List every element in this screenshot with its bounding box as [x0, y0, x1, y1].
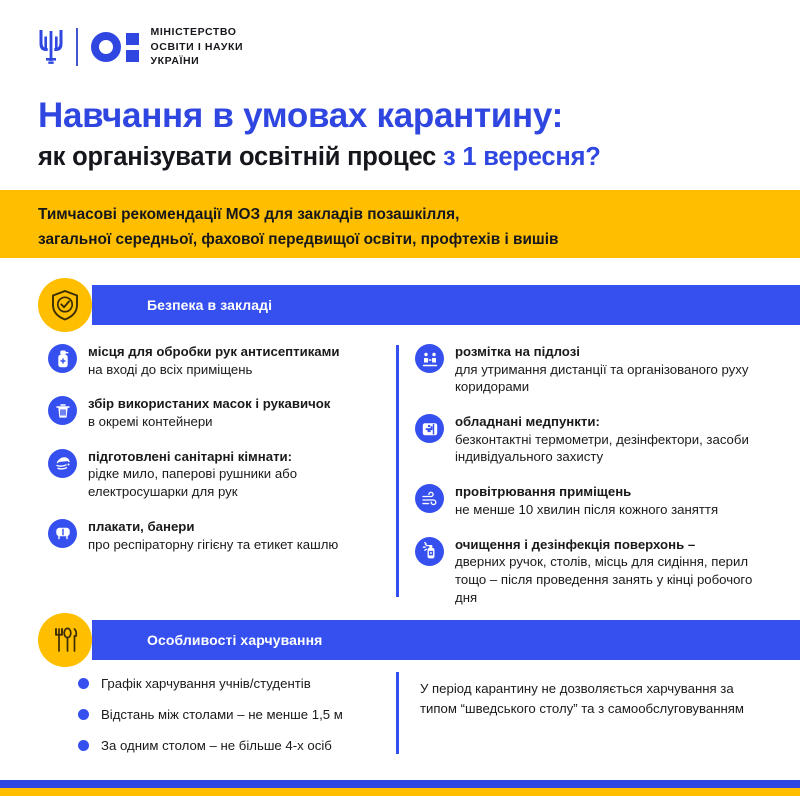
subtitle-black-part: як організувати освітній процес [38, 143, 444, 171]
ministry-line-1: МІНІСТЕРСТВО [150, 25, 237, 38]
section-icon-circle-meals [38, 613, 92, 667]
trash-bin-icon [48, 396, 77, 425]
list-item-detail: для утримання дистанції та організованого руху коридорами [455, 361, 749, 395]
list-item-text [88, 395, 330, 430]
meals-note [420, 679, 760, 719]
list-item-title: місця для обробки рук антисептиками [88, 344, 340, 359]
list-item-text [455, 483, 718, 518]
safety-left-column [48, 343, 388, 570]
list-item-title: збір використаних масок і рукавичок [88, 396, 331, 412]
sanitizer-dispenser-icon [48, 344, 77, 373]
mon-emblem [91, 32, 139, 62]
list-item-title: плакати, банери [88, 518, 195, 534]
list-item-text [455, 413, 760, 466]
list-item-detail: безконтактні термометри, дезінфектори, засоби індивідуального захисту [455, 431, 749, 465]
ministry-logo [38, 24, 243, 70]
medical-kit-icon [415, 414, 444, 443]
column-divider-meals [396, 672, 399, 754]
list-item-text [88, 343, 340, 378]
list-item [415, 413, 760, 466]
list-item-detail: рідке мило, паперові рушники або електросушарки для рук [88, 466, 298, 500]
bullet-list-item [78, 738, 388, 753]
ventilation-airflow-icon [415, 484, 444, 513]
footer-stripe-blue [0, 780, 800, 788]
list-item-detail: в окремі контейнери [88, 414, 213, 430]
poster-banner-icon [48, 519, 77, 548]
list-item-title: розмітка на підлозі [455, 344, 580, 359]
ukrainian-trident-icon [38, 27, 64, 67]
list-item-title: обладнані медпункти: [455, 414, 600, 430]
bullet-dot-icon [78, 740, 89, 751]
cutlery-icon [50, 625, 80, 655]
logo-divider [76, 28, 78, 66]
list-item-detail: на вході до всіх приміщень [88, 361, 253, 377]
bullet-list-item-text: Відстань між столами – не менше 1,5 м [101, 707, 343, 722]
list-item [48, 343, 388, 378]
list-item-title: очищення і дезінфекція поверхонь – [455, 536, 696, 552]
list-item-text [455, 536, 760, 607]
section-title-meals: Особливості харчування [147, 632, 323, 648]
logo-square-bottom-icon [126, 50, 139, 62]
list-item [48, 518, 388, 553]
shield-check-icon [50, 289, 80, 321]
bullet-list-item [78, 676, 388, 691]
list-item-title: провітрювання приміщень [455, 484, 632, 500]
list-item-detail: про респіраторну гігієну та етикет кашлю [88, 536, 339, 552]
meals-bullet-list [78, 676, 388, 769]
column-divider-safety [396, 345, 399, 597]
subtitle-accent-part: з 1 вересня? [443, 143, 601, 171]
floor-distance-marking-icon [415, 344, 444, 373]
section-bar-safety [92, 285, 800, 325]
bullet-dot-icon [78, 709, 89, 720]
ministry-line-3: УКРАЇНИ [150, 55, 200, 68]
hand-washing-icon [48, 449, 77, 478]
list-item [48, 395, 388, 430]
list-item-text [88, 448, 388, 501]
section-bar-meals [92, 620, 800, 660]
footer-stripe-yellow [0, 788, 800, 796]
list-item-detail: не менше 10 хвилин після кожного заняття [455, 501, 719, 517]
bullet-dot-icon [78, 678, 89, 689]
list-item [415, 483, 760, 518]
spray-bottle-icon [415, 537, 444, 566]
logo-ring-icon [91, 32, 121, 62]
recommendations-banner [0, 190, 800, 258]
list-item [48, 448, 388, 501]
ministry-line-2: ОСВІТИ І НАУКИ [150, 40, 244, 53]
page-subtitle [38, 143, 601, 172]
safety-right-column [415, 343, 760, 623]
list-item [415, 536, 760, 607]
bullet-list-item-text: За одним столом – не більше 4-х осіб [101, 738, 332, 753]
list-item-text [88, 518, 338, 553]
section-title-safety: Безпека в закладі [147, 297, 273, 313]
logo-square-top-icon [126, 33, 139, 45]
list-item-text [455, 343, 760, 396]
banner-line-1: Тимчасові рекомендації МОЗ для закладів позашкілля, [38, 206, 460, 223]
page-title: Навчання в умовах карантину: [38, 96, 563, 135]
list-item [415, 343, 760, 396]
list-item-detail: дверних ручок, столів, місць для сидіння, перил тощо – після проведення занять у кінці робочого дня [455, 554, 753, 605]
banner-line-2: загальної середньої, фахової передвищої освіти, профтехів і вишів [38, 230, 559, 248]
list-item-title: підготовлені санітарні кімнати: [88, 448, 293, 464]
bullet-list-item-text: Графік харчування учнів/студентів [101, 676, 311, 691]
ministry-name [151, 25, 244, 70]
section-icon-circle-safety [38, 278, 92, 332]
bullet-list-item [78, 707, 388, 722]
meals-note-text: У період карантину не дозволяється харчування за типом “шведського столу” та з самообслуговуванням [420, 681, 744, 716]
